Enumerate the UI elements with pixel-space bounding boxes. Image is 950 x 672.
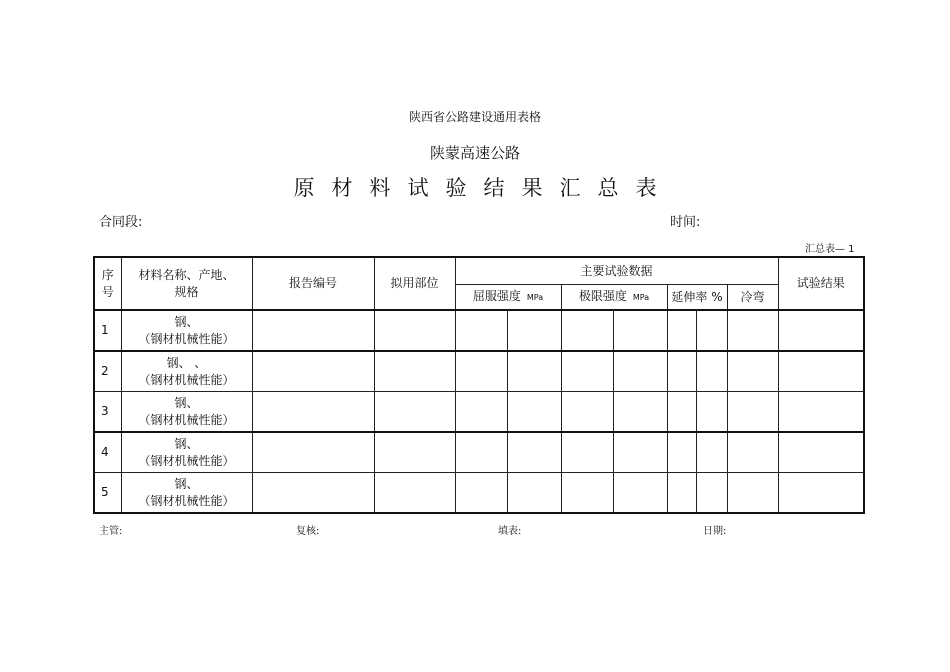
row-no: 4 (94, 432, 121, 473)
cell-ultimate-2[interactable] (613, 392, 667, 433)
cell-yield-2[interactable] (507, 432, 561, 473)
cell-elongation-1[interactable] (667, 351, 696, 392)
reviewer-label: 复核: (296, 526, 320, 537)
row-no: 5 (94, 473, 121, 514)
cell-ultimate-1[interactable] (561, 392, 613, 433)
cell-ultimate-1[interactable] (561, 351, 613, 392)
header-seq-line1: 序 (101, 267, 114, 282)
cell-ultimate-1[interactable] (561, 432, 613, 473)
row-no: 3 (94, 392, 121, 433)
page-title: 原材料试验结果汇总表 (293, 176, 674, 200)
header-material (121, 257, 252, 310)
cell-ultimate-1[interactable] (561, 310, 613, 351)
cell-elongation-1[interactable] (667, 432, 696, 473)
filler-label: 填表: (498, 526, 522, 537)
elongation-label: 延伸率 (671, 289, 708, 304)
header-seq (94, 257, 121, 310)
cell-yield-1[interactable] (455, 392, 507, 433)
cell-elongation-2[interactable] (696, 351, 727, 392)
header-material-line1: 材料名称、产地、 (138, 267, 235, 282)
cell-bending[interactable] (727, 392, 778, 433)
cell-elongation-2[interactable] (696, 310, 727, 351)
summary-table (93, 256, 865, 514)
cell-location[interactable] (374, 310, 455, 351)
contract-section-label: 合同段: (99, 215, 143, 230)
supervisor-label: 主管: (99, 526, 123, 537)
table-row (94, 432, 864, 473)
cell-report-no[interactable] (252, 310, 374, 351)
header-bending: 冷弯 (727, 285, 778, 311)
cell-report-no[interactable] (252, 432, 374, 473)
material-line2: （钢材机械性能） (138, 372, 235, 387)
material-line2: （钢材机械性能） (138, 412, 235, 427)
cell-elongation-2[interactable] (696, 392, 727, 433)
material-line1: 钢、 (174, 314, 199, 329)
row-material (121, 432, 252, 473)
header-report-no: 报告编号 (252, 257, 374, 310)
form-code: 汇总表— 1 (805, 244, 855, 255)
row-no: 1 (94, 310, 121, 351)
cell-location[interactable] (374, 473, 455, 514)
cell-result[interactable] (778, 473, 864, 514)
cell-location[interactable] (374, 351, 455, 392)
cell-report-no[interactable] (252, 473, 374, 514)
cell-yield-2[interactable] (507, 310, 561, 351)
cell-bending[interactable] (727, 473, 778, 514)
ultimate-unit: MPa (632, 293, 650, 302)
cell-ultimate-2[interactable] (613, 351, 667, 392)
cell-yield-2[interactable] (507, 473, 561, 514)
cell-yield-1[interactable] (455, 473, 507, 514)
cell-ultimate-2[interactable] (613, 473, 667, 514)
cell-yield-1[interactable] (455, 432, 507, 473)
material-line2: （钢材机械性能） (138, 331, 235, 346)
cell-elongation-1[interactable] (667, 310, 696, 351)
cell-yield-1[interactable] (455, 351, 507, 392)
header-yield-strength (455, 285, 561, 311)
row-material (121, 392, 252, 433)
header-result: 试验结果 (778, 257, 864, 310)
table-row (94, 473, 864, 514)
cell-report-no[interactable] (252, 392, 374, 433)
yield-unit: MPa (526, 293, 544, 302)
cell-ultimate-2[interactable] (613, 310, 667, 351)
row-material (121, 473, 252, 514)
cell-yield-2[interactable] (507, 351, 561, 392)
cell-elongation-1[interactable] (667, 473, 696, 514)
header-seq-line2: 号 (101, 284, 114, 299)
cell-yield-2[interactable] (507, 392, 561, 433)
cell-report-no[interactable] (252, 351, 374, 392)
table-row (94, 392, 864, 433)
yield-strength-label: 屈服强度 (472, 289, 521, 303)
table-row (94, 310, 864, 351)
cell-ultimate-2[interactable] (613, 432, 667, 473)
material-line1: 钢、 (174, 395, 199, 410)
cell-result[interactable] (778, 310, 864, 351)
cell-ultimate-1[interactable] (561, 473, 613, 514)
material-line1: 钢、 (174, 436, 199, 451)
project-name: 陕蒙高速公路 (429, 144, 520, 162)
cell-location[interactable] (374, 432, 455, 473)
cell-result[interactable] (778, 432, 864, 473)
material-line2: （钢材机械性能） (138, 453, 235, 468)
cell-result[interactable] (778, 351, 864, 392)
elongation-unit: % (711, 289, 723, 304)
header-elongation (667, 285, 727, 311)
material-line2: （钢材机械性能） (138, 493, 235, 508)
date-label: 日期: (703, 526, 727, 537)
material-line1: 钢、 (174, 476, 199, 491)
table-row (94, 351, 864, 392)
row-material (121, 351, 252, 392)
cell-elongation-1[interactable] (667, 392, 696, 433)
ultimate-strength-label: 极限强度 (578, 289, 627, 303)
header-location: 拟用部位 (374, 257, 455, 310)
cell-bending[interactable] (727, 432, 778, 473)
cell-bending[interactable] (727, 351, 778, 392)
row-material (121, 310, 252, 351)
header-ultimate-strength (561, 285, 667, 311)
cell-result[interactable] (778, 392, 864, 433)
province-form-label: 陕西省公路建设通用表格 (408, 110, 541, 124)
header-material-line2: 规格 (174, 284, 199, 299)
cell-elongation-2[interactable] (696, 432, 727, 473)
material-line1: 钢、 、 (166, 355, 207, 370)
cell-elongation-2[interactable] (696, 473, 727, 514)
time-label: 时间: (670, 215, 701, 230)
cell-location[interactable] (374, 392, 455, 433)
row-no: 2 (94, 351, 121, 392)
header-main-data: 主要试验数据 (455, 257, 778, 285)
cell-bending[interactable] (727, 310, 778, 351)
cell-yield-1[interactable] (455, 310, 507, 351)
